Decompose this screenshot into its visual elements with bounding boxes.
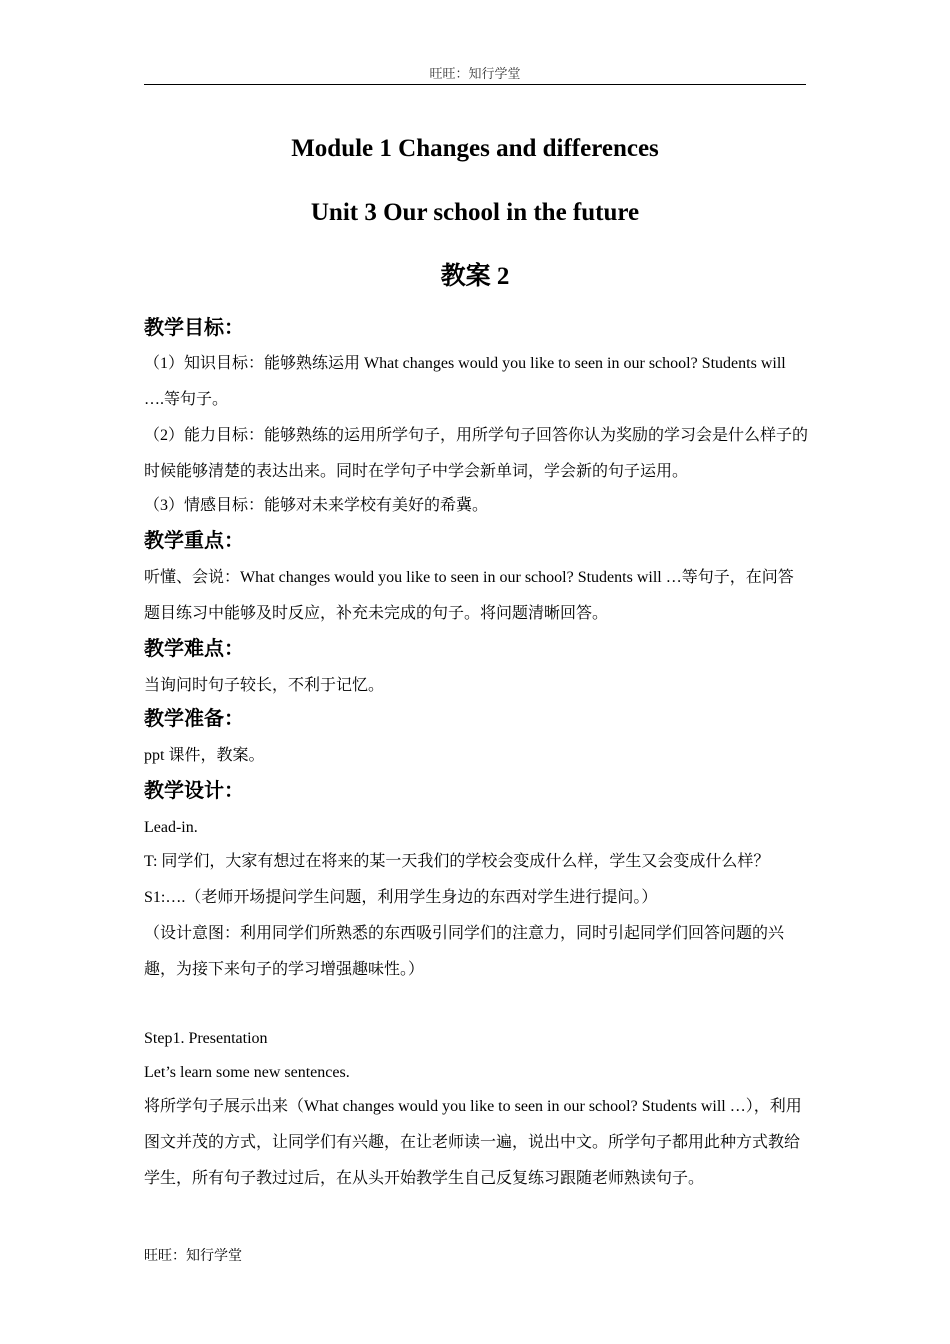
- objective-knowledge: （1）知识目标：能够熟练运用 What changes would you like to seen in our school? Students will ….等句子。: [144, 355, 786, 408]
- objective-emotion: （3）情感目标：能够对未来学校有美好的希冀。: [144, 497, 489, 514]
- difficulties-text: 当询问时句子较长，不利于记忆。: [144, 677, 385, 694]
- lead-in-label: Lead-in.: [144, 819, 198, 836]
- design-intent: （设计意图：利用同学们所熟悉的东西吸引同学们的注意力，同时引起同学们回答问题的兴趣，为接下来句子的学习增强趣味性。）: [144, 925, 785, 978]
- preparation-text: ppt 课件，教案。: [144, 747, 265, 764]
- module-title: Module 1 Changes and differences: [291, 135, 659, 162]
- unit-title: Unit 3 Our school in the future: [310, 199, 640, 226]
- page-footer: 旺旺：知行学堂: [144, 1249, 242, 1264]
- step1-intro: Let’s learn some new sentences.: [144, 1064, 350, 1081]
- preparation-heading: 教学准备：: [144, 708, 244, 730]
- teacher-line: T: 同学们，大家有想过在将来的某一天我们的学校会变成什么样，学生又会变成什么样？: [144, 853, 770, 870]
- step1-text: 将所学句子展示出来（What changes would you like to seen in our school? Students will …），利用图文并茂的方式，让同学们有兴趣，在让老师读一遍，说出中文。所学句子都用此种方式教给学生，所有句子教过过后，在从头开始教学生自己反复练习跟随老师熟读句子。: [144, 1098, 802, 1187]
- lesson-plan-title: 教案 2: [440, 263, 510, 290]
- header-divider: [144, 84, 806, 85]
- objective-ability: （2）能力目标：能够熟练的运用所学句子，用所学句子回答你认为奖励的学习会是什么样子的时候能够清楚的表达出来。同时在学句子中学会新单词，学会新的句子运用。: [144, 427, 809, 480]
- key-points-text: 听懂、会说：What changes would you like to seen in our school? Students will …等句子，在问答题目练习中能够及时反应，补充未完成的句子。将问题清晰回答。: [144, 569, 794, 622]
- objectives-heading: 教学目标：: [144, 317, 244, 339]
- student-line: S1:….（老师开场提问学生问题，利用学生身边的东西对学生进行提问。）: [144, 889, 658, 906]
- step1-title: Step1. Presentation: [144, 1030, 268, 1047]
- key-points-heading: 教学重点：: [144, 530, 244, 552]
- page-header: 旺旺：知行学堂: [429, 66, 521, 81]
- difficulties-heading: 教学难点：: [144, 638, 244, 660]
- design-heading: 教学设计：: [144, 780, 244, 802]
